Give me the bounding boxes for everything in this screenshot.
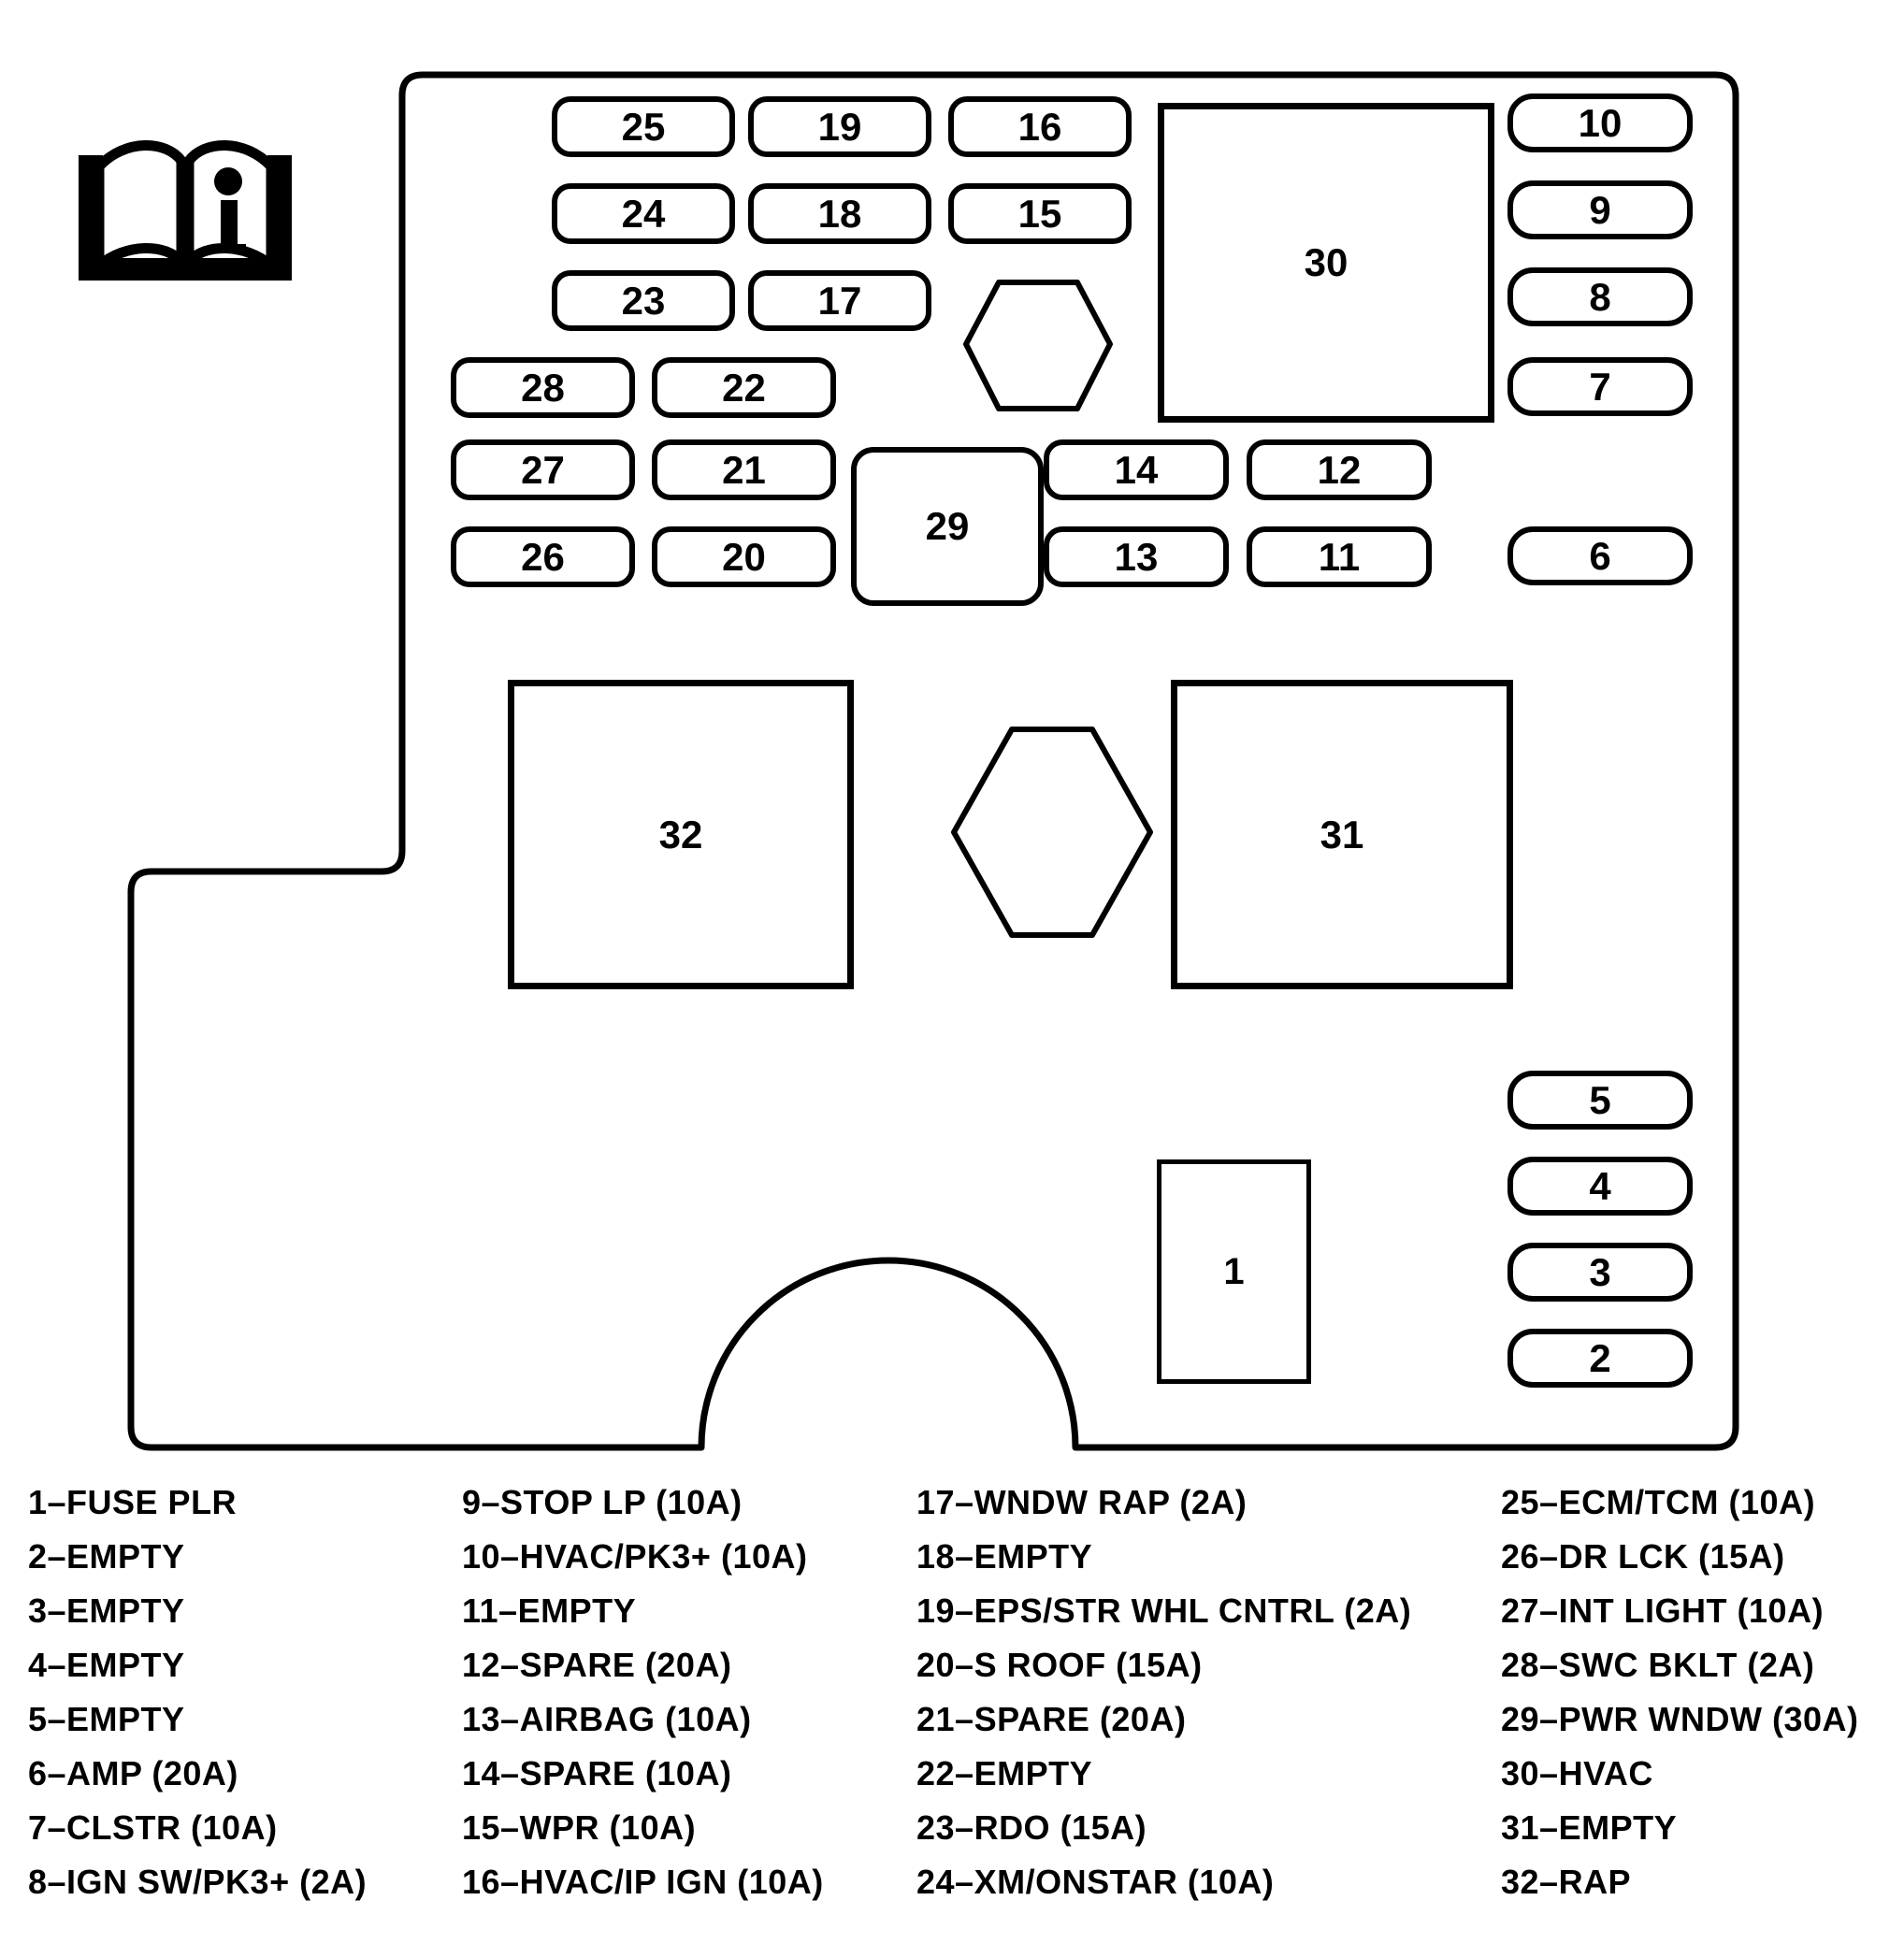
legend-item: 21–SPARE (20A) (916, 1700, 1187, 1738)
component-box-32-rap: 32 (508, 680, 854, 989)
component-box-1-fuse-puller: 1 (1157, 1159, 1311, 1384)
legend-item: 7–CLSTR (10A) (28, 1808, 278, 1847)
fuse-box-15: 15 (948, 183, 1132, 244)
legend-item: 31–EMPTY (1501, 1808, 1678, 1847)
fuse-box-12: 12 (1247, 439, 1432, 500)
fuse-box-21: 21 (652, 439, 836, 500)
legend-item: 18–EMPTY (916, 1537, 1093, 1576)
legend-item: 29–PWR WNDW (30A) (1501, 1700, 1859, 1738)
legend-item: 22–EMPTY (916, 1754, 1093, 1792)
legend-item: 12–SPARE (20A) (462, 1646, 732, 1684)
legend-item: 1–FUSE PLR (28, 1483, 238, 1521)
fuse-box-11: 11 (1247, 526, 1432, 587)
legend-item: 27–INT LIGHT (10A) (1501, 1591, 1825, 1630)
legend-item: 14–SPARE (10A) (462, 1754, 732, 1792)
legend-item: 26–DR LCK (15A) (1501, 1537, 1785, 1576)
hexagon-connector-upper (966, 282, 1110, 409)
fuse-box-5: 5 (1507, 1071, 1693, 1130)
legend-item: 25–ECM/TCM (10A) (1501, 1483, 1816, 1521)
fuse-box-18: 18 (748, 183, 931, 244)
legend-item: 24–XM/ONSTAR (10A) (916, 1863, 1275, 1901)
hexagon-connector-middle (954, 729, 1150, 935)
legend-item: 30–HVAC (1501, 1754, 1653, 1792)
legend-item: 10–HVAC/PK3+ (10A) (462, 1537, 808, 1576)
fuse-box-28: 28 (451, 357, 635, 418)
fuse-box-3: 3 (1507, 1243, 1693, 1302)
legend-item: 2–EMPTY (28, 1537, 185, 1576)
fuse-box-8: 8 (1507, 267, 1693, 326)
legend-item: 19–EPS/STR WHL CNTRL (2A) (916, 1591, 1412, 1630)
fuse-box-14: 14 (1044, 439, 1229, 500)
fuse-box-6: 6 (1507, 526, 1693, 585)
fuse-box-25: 25 (552, 96, 735, 157)
fuse-box-22: 22 (652, 357, 836, 418)
legend-item: 5–EMPTY (28, 1700, 185, 1738)
legend-item: 4–EMPTY (28, 1646, 185, 1684)
fuse-box-4: 4 (1507, 1157, 1693, 1216)
legend-column-4 (1501, 1483, 1859, 1917)
legend-item: 32–RAP (1501, 1863, 1632, 1901)
fuse-box-26: 26 (451, 526, 635, 587)
legend-item: 13–AIRBAG (10A) (462, 1700, 752, 1738)
legend-item: 20–S ROOF (15A) (916, 1646, 1203, 1684)
fuse-box-2: 2 (1507, 1329, 1693, 1388)
fuse-box-9: 9 (1507, 180, 1693, 239)
legend-item: 17–WNDW RAP (2A) (916, 1483, 1248, 1521)
fuse-box-16: 16 (948, 96, 1132, 157)
legend-item: 6–AMP (20A) (28, 1754, 238, 1792)
fuse-box-27: 27 (451, 439, 635, 500)
fuse-box-7: 7 (1507, 357, 1693, 416)
fuse-box-10: 10 (1507, 94, 1693, 152)
fuse-box-24: 24 (552, 183, 735, 244)
fuse-box-19: 19 (748, 96, 931, 157)
fuse-box-23: 23 (552, 270, 735, 331)
component-box-31-empty: 31 (1171, 680, 1513, 989)
fuse-box-17: 17 (748, 270, 931, 331)
legend-item: 16–HVAC/IP IGN (10A) (462, 1863, 824, 1901)
legend-item: 9–STOP LP (10A) (462, 1483, 743, 1521)
legend-item: 8–IGN SW/PK3+ (2A) (28, 1863, 368, 1901)
legend-item: 23–RDO (15A) (916, 1808, 1147, 1847)
legend-item: 28–SWC BKLT (2A) (1501, 1646, 1815, 1684)
fuse-box-20: 20 (652, 526, 836, 587)
legend-column-2 (462, 1483, 824, 1917)
legend-item: 15–WPR (10A) (462, 1808, 697, 1847)
component-box-30-hvac: 30 (1158, 103, 1494, 423)
fuse-box-13: 13 (1044, 526, 1229, 587)
legend-item: 11–EMPTY (462, 1591, 637, 1630)
legend-column-1 (28, 1483, 367, 1917)
legend-column-3 (916, 1483, 1411, 1917)
open-book-info-icon (79, 145, 292, 281)
legend-item: 3–EMPTY (28, 1591, 185, 1630)
component-box-29-pwr-wndw: 29 (851, 447, 1044, 606)
